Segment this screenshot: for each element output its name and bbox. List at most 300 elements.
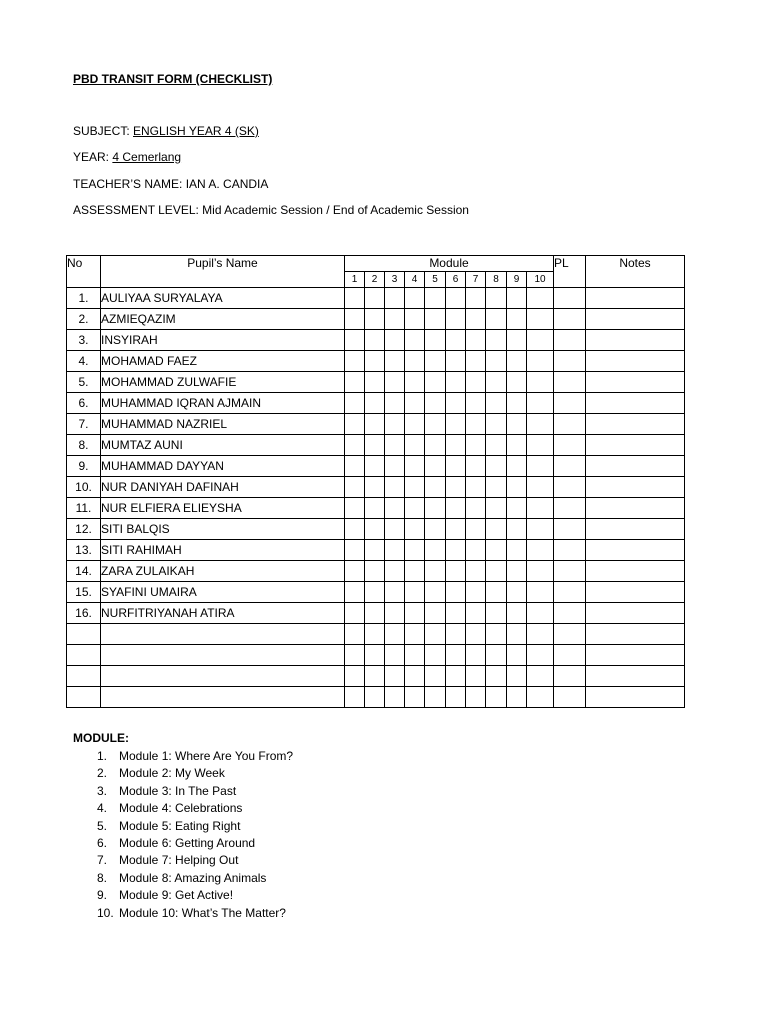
module-list-label: Module 8: Amazing Animals bbox=[119, 870, 267, 885]
module-8-cell bbox=[486, 645, 507, 666]
module-10-cell bbox=[527, 372, 554, 393]
notes-cell bbox=[586, 624, 685, 645]
module-list-item bbox=[73, 765, 293, 782]
table-row bbox=[67, 393, 685, 414]
pupil-number: 3. bbox=[67, 330, 101, 351]
module-6-cell bbox=[446, 603, 466, 624]
module-5-cell bbox=[425, 393, 446, 414]
module-list-item bbox=[73, 852, 293, 869]
module-1-cell bbox=[345, 645, 365, 666]
header-notes: Notes bbox=[586, 256, 685, 288]
module-7-cell bbox=[466, 561, 486, 582]
subject-label: SUBJECT: bbox=[73, 124, 134, 138]
module-list-label: Module 4: Celebrations bbox=[119, 801, 243, 816]
module-1-cell bbox=[345, 393, 365, 414]
pupil-name: SITI BALQIS bbox=[101, 519, 345, 540]
module-8-cell bbox=[486, 603, 507, 624]
module-4-cell bbox=[405, 456, 425, 477]
module-1-cell bbox=[345, 582, 365, 603]
module-5-cell bbox=[425, 540, 446, 561]
module-7-cell bbox=[466, 330, 486, 351]
module-2-cell bbox=[365, 540, 385, 561]
module-list-number: 8. bbox=[97, 870, 108, 885]
module-3-cell bbox=[385, 414, 405, 435]
header-module-7: 7 bbox=[466, 272, 486, 288]
module-6-cell bbox=[446, 519, 466, 540]
pl-cell bbox=[554, 603, 586, 624]
module-10-cell bbox=[527, 288, 554, 309]
module-2-cell bbox=[365, 414, 385, 435]
module-4-cell bbox=[405, 540, 425, 561]
module-2-cell bbox=[365, 351, 385, 372]
module-4-cell bbox=[405, 582, 425, 603]
table-row bbox=[67, 666, 685, 687]
module-6-cell bbox=[446, 351, 466, 372]
module-list-item bbox=[73, 748, 293, 765]
module-list-label: Module 10: What’s The Matter? bbox=[119, 905, 286, 920]
pupil-number: 15. bbox=[67, 582, 101, 603]
module-10-cell bbox=[527, 561, 554, 582]
module-list-label: Module 7: Helping Out bbox=[119, 853, 239, 868]
pupil-number: 11. bbox=[67, 498, 101, 519]
module-3-cell bbox=[385, 477, 405, 498]
pupil-number bbox=[67, 687, 101, 708]
module-2-cell bbox=[365, 666, 385, 687]
module-10-cell bbox=[527, 666, 554, 687]
module-10-cell bbox=[527, 477, 554, 498]
module-4-cell bbox=[405, 477, 425, 498]
header-pupil-name: Pupil’s Name bbox=[101, 256, 345, 288]
pupil-number bbox=[67, 645, 101, 666]
pl-cell bbox=[554, 561, 586, 582]
pupil-name: MUHAMMAD IQRAN AJMAIN bbox=[101, 393, 345, 414]
table-row bbox=[67, 498, 685, 519]
pupil-name: AULIYAA SURYALAYA bbox=[101, 288, 345, 309]
module-1-cell bbox=[345, 456, 365, 477]
module-list-item bbox=[73, 887, 293, 904]
module-list-number: 4. bbox=[97, 801, 108, 816]
module-1-cell bbox=[345, 624, 365, 645]
pupil-number: 13. bbox=[67, 540, 101, 561]
notes-cell bbox=[586, 687, 685, 708]
pupil-number bbox=[67, 666, 101, 687]
pupil-name: MOHAMAD FAEZ bbox=[101, 351, 345, 372]
pl-cell bbox=[554, 309, 586, 330]
module-8-cell bbox=[486, 435, 507, 456]
module-7-cell bbox=[466, 414, 486, 435]
module-6-cell bbox=[446, 330, 466, 351]
module-7-cell bbox=[466, 687, 486, 708]
module-5-cell bbox=[425, 309, 446, 330]
header-module-5: 5 bbox=[425, 272, 446, 288]
module-6-cell bbox=[446, 624, 466, 645]
pl-cell bbox=[554, 645, 586, 666]
module-5-cell bbox=[425, 351, 446, 372]
header-module-9: 9 bbox=[507, 272, 527, 288]
module-1-cell bbox=[345, 540, 365, 561]
teacher-value: IAN A. CANDIA bbox=[185, 177, 269, 191]
header-module-2: 2 bbox=[365, 272, 385, 288]
module-8-cell bbox=[486, 561, 507, 582]
pupil-name: NURFITRIYANAH ATIRA bbox=[101, 603, 345, 624]
module-list-number: 6. bbox=[97, 835, 108, 850]
notes-cell bbox=[586, 288, 685, 309]
header-no: No bbox=[67, 256, 101, 288]
module-3-cell bbox=[385, 540, 405, 561]
module-8-cell bbox=[486, 414, 507, 435]
module-3-cell bbox=[385, 666, 405, 687]
module-8-cell bbox=[486, 456, 507, 477]
module-10-cell bbox=[527, 624, 554, 645]
module-list-number: 2. bbox=[97, 766, 108, 781]
module-4-cell bbox=[405, 351, 425, 372]
module-10-cell bbox=[527, 414, 554, 435]
pupil-number: 2. bbox=[67, 309, 101, 330]
table-row bbox=[67, 414, 685, 435]
pupil-name: AZMIEQAZIM bbox=[101, 309, 345, 330]
header-module-10: 10 bbox=[527, 272, 554, 288]
module-7-cell bbox=[466, 435, 486, 456]
module-4-cell bbox=[405, 393, 425, 414]
pl-cell bbox=[554, 687, 586, 708]
module-10-cell bbox=[527, 393, 554, 414]
module-6-cell bbox=[446, 582, 466, 603]
notes-cell bbox=[586, 519, 685, 540]
module-10-cell bbox=[527, 351, 554, 372]
module-6-cell bbox=[446, 645, 466, 666]
module-2-cell bbox=[365, 624, 385, 645]
notes-cell bbox=[586, 435, 685, 456]
table-row bbox=[67, 645, 685, 666]
module-6-cell bbox=[446, 456, 466, 477]
module-8-cell bbox=[486, 540, 507, 561]
module-8-cell bbox=[486, 477, 507, 498]
table-row bbox=[67, 309, 685, 330]
module-10-cell bbox=[527, 519, 554, 540]
module-2-cell bbox=[365, 330, 385, 351]
module-1-cell bbox=[345, 330, 365, 351]
module-10-cell bbox=[527, 582, 554, 603]
module-2-cell bbox=[365, 687, 385, 708]
pl-cell bbox=[554, 540, 586, 561]
pupil-number: 5. bbox=[67, 372, 101, 393]
module-6-cell bbox=[446, 687, 466, 708]
module-3-cell bbox=[385, 582, 405, 603]
notes-cell bbox=[586, 309, 685, 330]
module-8-cell bbox=[486, 624, 507, 645]
pupil-name: MUHAMMAD NAZRIEL bbox=[101, 414, 345, 435]
pl-cell bbox=[554, 477, 586, 498]
module-7-cell bbox=[466, 624, 486, 645]
module-3-cell bbox=[385, 624, 405, 645]
header-module-8: 8 bbox=[486, 272, 507, 288]
module-6-cell bbox=[446, 435, 466, 456]
module-5-cell bbox=[425, 372, 446, 393]
module-1-cell bbox=[345, 435, 365, 456]
module-4-cell bbox=[405, 414, 425, 435]
pl-cell bbox=[554, 519, 586, 540]
pl-cell bbox=[554, 456, 586, 477]
module-9-cell bbox=[507, 435, 527, 456]
module-4-cell bbox=[405, 561, 425, 582]
module-8-cell bbox=[486, 519, 507, 540]
module-5-cell bbox=[425, 477, 446, 498]
module-1-cell bbox=[345, 519, 365, 540]
module-5-cell bbox=[425, 561, 446, 582]
module-9-cell bbox=[507, 351, 527, 372]
module-7-cell bbox=[466, 498, 486, 519]
module-list-label: Module 6: Getting Around bbox=[119, 835, 256, 850]
module-8-cell bbox=[486, 687, 507, 708]
module-5-cell bbox=[425, 414, 446, 435]
module-2-cell bbox=[365, 372, 385, 393]
module-4-cell bbox=[405, 372, 425, 393]
module-9-cell bbox=[507, 393, 527, 414]
module-5-cell bbox=[425, 624, 446, 645]
pl-cell bbox=[554, 393, 586, 414]
year-value: 4 Cemerlang bbox=[112, 150, 182, 164]
module-8-cell bbox=[486, 582, 507, 603]
table-row bbox=[67, 540, 685, 561]
form-title: PBD TRANSIT FORM (CHECKLIST) bbox=[73, 72, 273, 86]
module-9-cell bbox=[507, 645, 527, 666]
module-5-cell bbox=[425, 687, 446, 708]
module-6-cell bbox=[446, 477, 466, 498]
notes-cell bbox=[586, 393, 685, 414]
header-module-1: 1 bbox=[345, 272, 365, 288]
teacher-line bbox=[73, 177, 268, 191]
module-3-cell bbox=[385, 687, 405, 708]
module-3-cell bbox=[385, 309, 405, 330]
module-list-label: Module 9: Get Active! bbox=[119, 888, 234, 903]
pl-cell bbox=[554, 330, 586, 351]
notes-cell bbox=[586, 561, 685, 582]
module-1-cell bbox=[345, 498, 365, 519]
notes-cell bbox=[586, 330, 685, 351]
module-10-cell bbox=[527, 645, 554, 666]
module-2-cell bbox=[365, 393, 385, 414]
module-2-cell bbox=[365, 582, 385, 603]
module-list-label: Module 5: Eating Right bbox=[119, 818, 241, 833]
year-line bbox=[73, 150, 181, 164]
module-5-cell bbox=[425, 582, 446, 603]
module-7-cell bbox=[466, 645, 486, 666]
module-9-cell bbox=[507, 666, 527, 687]
module-6-cell bbox=[446, 414, 466, 435]
table-row bbox=[67, 477, 685, 498]
module-7-cell bbox=[466, 372, 486, 393]
notes-cell bbox=[586, 498, 685, 519]
pupil-number: 12. bbox=[67, 519, 101, 540]
module-4-cell bbox=[405, 519, 425, 540]
pupil-number: 1. bbox=[67, 288, 101, 309]
module-9-cell bbox=[507, 603, 527, 624]
pupil-number: 10. bbox=[67, 477, 101, 498]
module-7-cell bbox=[466, 288, 486, 309]
module-9-cell bbox=[507, 582, 527, 603]
module-list-number: 1. bbox=[97, 749, 108, 763]
module-5-cell bbox=[425, 330, 446, 351]
module-8-cell bbox=[486, 351, 507, 372]
module-3-cell bbox=[385, 498, 405, 519]
module-3-cell bbox=[385, 603, 405, 624]
module-8-cell bbox=[486, 666, 507, 687]
module-list-number: 5. bbox=[97, 818, 108, 833]
pupil-number: 8. bbox=[67, 435, 101, 456]
notes-cell bbox=[586, 666, 685, 687]
pupil-name: SYAFINI UMAIRA bbox=[101, 582, 345, 603]
table-row bbox=[67, 456, 685, 477]
module-3-cell bbox=[385, 288, 405, 309]
module-3-cell bbox=[385, 456, 405, 477]
subject-value: ENGLISH YEAR 4 (SK) bbox=[133, 124, 259, 138]
teacher-label: TEACHER’S NAME: bbox=[73, 177, 186, 191]
module-3-cell bbox=[385, 330, 405, 351]
module-1-cell bbox=[345, 477, 365, 498]
module-10-cell bbox=[527, 603, 554, 624]
module-9-cell bbox=[507, 540, 527, 561]
module-5-cell bbox=[425, 288, 446, 309]
table-row bbox=[67, 561, 685, 582]
checklist-table bbox=[66, 255, 685, 708]
module-6-cell bbox=[446, 288, 466, 309]
module-1-cell bbox=[345, 309, 365, 330]
table-row bbox=[67, 603, 685, 624]
module-2-cell bbox=[365, 561, 385, 582]
pl-cell bbox=[554, 498, 586, 519]
module-9-cell bbox=[507, 456, 527, 477]
pupil-name bbox=[101, 624, 345, 645]
notes-cell bbox=[586, 540, 685, 561]
module-2-cell bbox=[365, 288, 385, 309]
module-9-cell bbox=[507, 309, 527, 330]
pl-cell bbox=[554, 624, 586, 645]
pl-cell bbox=[554, 435, 586, 456]
module-6-cell bbox=[446, 309, 466, 330]
subject-line bbox=[73, 124, 259, 138]
module-1-cell bbox=[345, 561, 365, 582]
assessment-level-line bbox=[73, 203, 469, 217]
module-list-number: 9. bbox=[97, 888, 108, 903]
module-5-cell bbox=[425, 498, 446, 519]
module-6-cell bbox=[446, 540, 466, 561]
pl-cell bbox=[554, 414, 586, 435]
header-pl: PL bbox=[554, 256, 586, 288]
module-7-cell bbox=[466, 519, 486, 540]
pupil-name bbox=[101, 666, 345, 687]
header-module: Module bbox=[345, 256, 554, 272]
module-4-cell bbox=[405, 666, 425, 687]
module-6-cell bbox=[446, 372, 466, 393]
pupil-number: 6. bbox=[67, 393, 101, 414]
module-2-cell bbox=[365, 519, 385, 540]
pupil-number: 7. bbox=[67, 414, 101, 435]
module-list-item bbox=[73, 800, 293, 817]
module-6-cell bbox=[446, 666, 466, 687]
module-6-cell bbox=[446, 393, 466, 414]
pupil-name: INSYIRAH bbox=[101, 330, 345, 351]
module-5-cell bbox=[425, 603, 446, 624]
table-row bbox=[67, 288, 685, 309]
table-row bbox=[67, 687, 685, 708]
module-8-cell bbox=[486, 372, 507, 393]
assessment-level-label: ASSESSMENT LEVEL: bbox=[73, 203, 203, 217]
module-1-cell bbox=[345, 372, 365, 393]
table-row bbox=[67, 624, 685, 645]
pl-cell bbox=[554, 288, 586, 309]
module-list-item bbox=[73, 818, 293, 835]
module-7-cell bbox=[466, 309, 486, 330]
module-7-cell bbox=[466, 603, 486, 624]
module-1-cell bbox=[345, 351, 365, 372]
table-row bbox=[67, 351, 685, 372]
module-7-cell bbox=[466, 582, 486, 603]
header-module-4: 4 bbox=[405, 272, 425, 288]
module-9-cell bbox=[507, 519, 527, 540]
module-4-cell bbox=[405, 330, 425, 351]
module-list-number: 7. bbox=[97, 853, 108, 868]
module-section-title: MODULE: bbox=[73, 731, 129, 745]
module-2-cell bbox=[365, 645, 385, 666]
module-list-number: 3. bbox=[97, 783, 108, 798]
pupil-number: 9. bbox=[67, 456, 101, 477]
assessment-level-value: Mid Academic Session / End of Academic Session bbox=[202, 203, 469, 217]
module-10-cell bbox=[527, 309, 554, 330]
module-4-cell bbox=[405, 603, 425, 624]
module-4-cell bbox=[405, 309, 425, 330]
module-9-cell bbox=[507, 624, 527, 645]
notes-cell bbox=[586, 414, 685, 435]
pupil-number: 14. bbox=[67, 561, 101, 582]
pupil-name: MUHAMMAD DAYYAN bbox=[101, 456, 345, 477]
module-1-cell bbox=[345, 687, 365, 708]
notes-cell bbox=[586, 456, 685, 477]
table-row bbox=[67, 519, 685, 540]
notes-cell bbox=[586, 477, 685, 498]
module-3-cell bbox=[385, 645, 405, 666]
module-3-cell bbox=[385, 519, 405, 540]
module-2-cell bbox=[365, 456, 385, 477]
pl-cell bbox=[554, 351, 586, 372]
module-6-cell bbox=[446, 561, 466, 582]
module-list-label: Module 3: In The Past bbox=[119, 783, 237, 798]
module-1-cell bbox=[345, 603, 365, 624]
module-2-cell bbox=[365, 477, 385, 498]
module-9-cell bbox=[507, 498, 527, 519]
module-4-cell bbox=[405, 687, 425, 708]
pl-cell bbox=[554, 372, 586, 393]
module-7-cell bbox=[466, 351, 486, 372]
pupil-number bbox=[67, 624, 101, 645]
notes-cell bbox=[586, 372, 685, 393]
module-7-cell bbox=[466, 666, 486, 687]
module-8-cell bbox=[486, 498, 507, 519]
module-7-cell bbox=[466, 456, 486, 477]
module-8-cell bbox=[486, 309, 507, 330]
module-9-cell bbox=[507, 372, 527, 393]
year-label: YEAR: bbox=[73, 150, 113, 164]
module-2-cell bbox=[365, 603, 385, 624]
module-list bbox=[73, 748, 293, 922]
module-9-cell bbox=[507, 561, 527, 582]
pupil-name: ZARA ZULAIKAH bbox=[101, 561, 345, 582]
pupil-name: NUR DANIYAH DAFINAH bbox=[101, 477, 345, 498]
notes-cell bbox=[586, 603, 685, 624]
notes-cell bbox=[586, 582, 685, 603]
table-row bbox=[67, 330, 685, 351]
pupil-number: 16. bbox=[67, 603, 101, 624]
module-1-cell bbox=[345, 666, 365, 687]
